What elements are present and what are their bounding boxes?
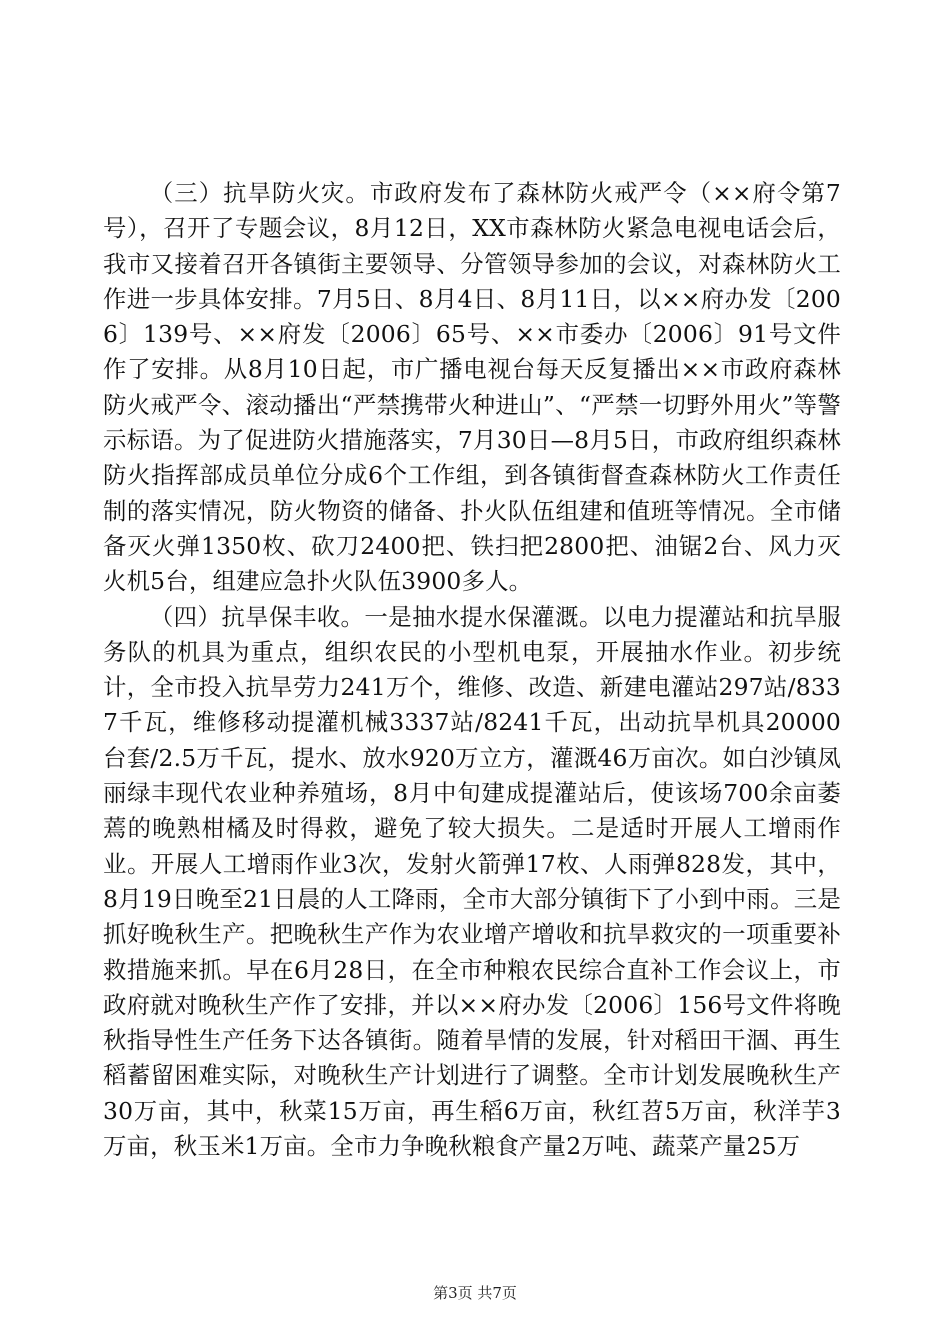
paragraph-drought-fire-prevention: （三）抗旱防火灾。市政府发布了森林防火戒严令（××府令第7号），召开了专题会议，8月12日，XX市森林防火紧急电视电话会后，我市又接着召开各镇街主要领导、分管领导参加的会议，对森林防火工作进一步具体安排。7月5日、8月4日、8月11日，以××府办发〔2006〕139号、××府发〔2006〕65号、××市委办〔2006〕91号文件作了安排。从8月10日起，市广播电视台每天反复播出××市政府森林防火戒严令、滚动播出“严禁携带火种进山”、“严禁一切野外用火”等警示标语。为了促进防火措施落实，7月30日—8月5日，市政府组织森林防火指挥部成员单位分成6个工作组，到各镇街督查森林防火工作责任制的落实情况，防火物资的储备、扑火队伍组建和值班等情况。全市储备灭火弹1350枚、砍刀2400把、铁扫把2800把、油锯2台、风力灭火机5台，组建应急扑火队伍3900多人。 xyxy=(103,179,841,596)
document-body xyxy=(103,176,841,1164)
page-footer: 第3页 共7页 xyxy=(433,1284,517,1302)
paragraph-drought-harvest: （四）抗旱保丰收。一是抽水提水保灌溉。以电力提灌站和抗旱服务队的机具为重点，组织农民的小型机电泵，开展抽水作业。初步统计，全市投入抗旱劳力241万个，维修、改造、新建电灌站297站/8337千瓦，维修移动提灌机械3337站/8241千瓦，出动抗旱机具20000台套/2.5万千瓦，提水、放水920万立方，灌溉46万亩次。如白沙镇凤丽绿丰现代农业种养殖场，8月中旬建成提灌站后，使该场700余亩萎蔫的晚熟柑橘及时得救，避免了较大损失。二是适时开展人工增雨作业。开展人工增雨作业3次，发射火箭弹17枚、人雨弹828发，其中，8月19日晚至21日晨的人工降雨，全市大部分镇街下了小到中雨。三是抓好晚秋生产。把晚秋生产作为农业增产增收和抗旱救灾的一项重要补救措施来抓。早在6月28日，在全市种粮农民综合直补工作会议上，市政府就对晚秋生产作了安排，并以××府办发〔2006〕156号文件将晚秋指导性生产任务下达各镇街。随着旱情的发展，针对稻田干涸、再生稻蓄留困难实际，对晚秋生产计划进行了调整。全市计划发展晚秋生产30万亩，其中，秋菜15万亩，再生稻6万亩，秋红苕5万亩，秋洋芋3万亩，秋玉米1万亩。全市力争晚秋粮食产量2万吨、蔬菜产量25万 xyxy=(103,602,841,1161)
